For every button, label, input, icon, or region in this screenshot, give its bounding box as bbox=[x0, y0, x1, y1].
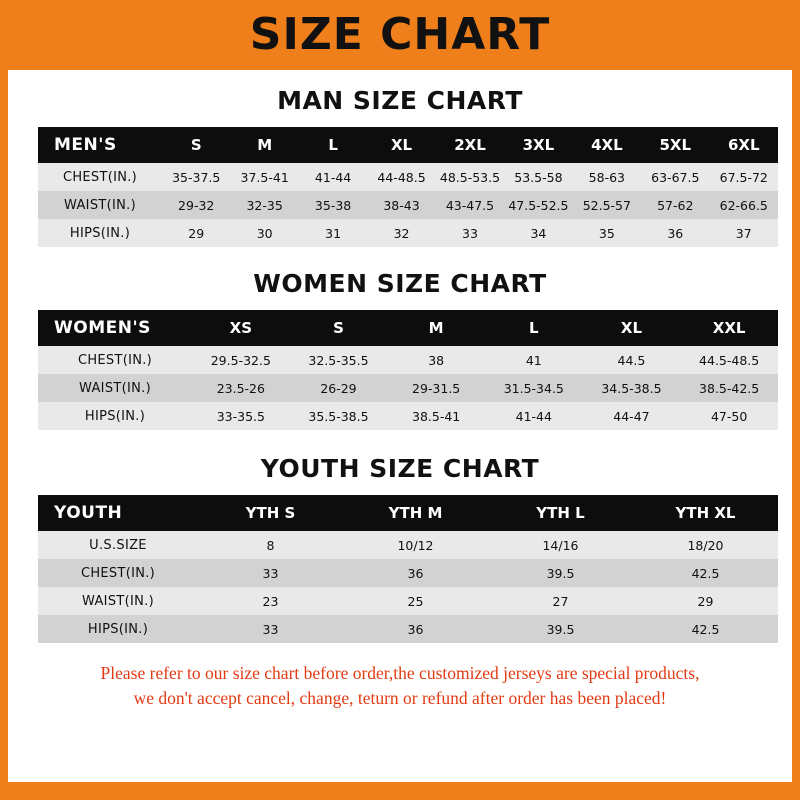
table-row bbox=[38, 402, 778, 430]
bottom-bar bbox=[0, 782, 800, 800]
women-row-0-cell-2: 38 bbox=[387, 346, 485, 374]
youth-size-table bbox=[38, 495, 778, 643]
women-row-2-cell-1: 35.5-38.5 bbox=[290, 402, 388, 430]
men-row-2-cell-2: 31 bbox=[299, 219, 367, 247]
table-row bbox=[38, 374, 778, 402]
youth-header-3: YTH L bbox=[488, 495, 633, 531]
men-row-2-cell-5: 34 bbox=[504, 219, 572, 247]
men-row-1-cell-1: 32-35 bbox=[230, 191, 298, 219]
men-header-5: 2XL bbox=[436, 127, 504, 163]
women-row-2-cell-0: 33-35.5 bbox=[192, 402, 290, 430]
men-size-table bbox=[38, 127, 778, 247]
men-row-0-cell-0: 35-37.5 bbox=[162, 163, 230, 191]
women-row-2-cell-4: 44-47 bbox=[583, 402, 681, 430]
men-row-1-cell-6: 52.5-57 bbox=[573, 191, 641, 219]
women-row-0-cell-1: 32.5-35.5 bbox=[290, 346, 388, 374]
youth-row-1-label: CHEST(IN.) bbox=[38, 559, 198, 587]
banner bbox=[0, 0, 800, 70]
men-row-1-label: WAIST(IN.) bbox=[38, 191, 162, 219]
youth-row-2-cell-2: 27 bbox=[488, 587, 633, 615]
youth-header-2: YTH M bbox=[343, 495, 488, 531]
men-header-2: M bbox=[230, 127, 298, 163]
men-row-2-cell-1: 30 bbox=[230, 219, 298, 247]
youth-row-0-cell-3: 18/20 bbox=[633, 531, 778, 559]
youth-row-3-cell-3: 42.5 bbox=[633, 615, 778, 643]
youth-row-2-cell-3: 29 bbox=[633, 587, 778, 615]
youth-row-0-label: U.S.SIZE bbox=[38, 531, 198, 559]
men-header-0: MEN'S bbox=[38, 127, 162, 163]
youth-row-2-label: WAIST(IN.) bbox=[38, 587, 198, 615]
women-header-1: XS bbox=[192, 310, 290, 346]
men-row-2-cell-6: 35 bbox=[573, 219, 641, 247]
women-section-title: WOMEN SIZE CHART bbox=[253, 269, 547, 298]
women-row-2-cell-5: 47-50 bbox=[680, 402, 778, 430]
footer-note-line-2: we don't accept cancel, change, teturn or refund after order has been placed! bbox=[133, 688, 667, 709]
youth-row-1-cell-3: 42.5 bbox=[633, 559, 778, 587]
men-row-0-cell-6: 58-63 bbox=[573, 163, 641, 191]
men-row-1-cell-3: 38-43 bbox=[367, 191, 435, 219]
youth-section bbox=[8, 454, 792, 643]
women-row-1-cell-4: 34.5-38.5 bbox=[583, 374, 681, 402]
women-header-2: S bbox=[290, 310, 388, 346]
youth-row-0-cell-0: 8 bbox=[198, 531, 343, 559]
men-row-2-cell-3: 32 bbox=[367, 219, 435, 247]
men-row-1-cell-8: 62-66.5 bbox=[710, 191, 779, 219]
women-header-5: XL bbox=[583, 310, 681, 346]
table-row bbox=[38, 191, 778, 219]
men-row-2-cell-4: 33 bbox=[436, 219, 504, 247]
footer-note-line-1: Please refer to our size chart before order,the customized jerseys are special products, bbox=[100, 663, 700, 683]
women-row-2-label: HIPS(IN.) bbox=[38, 402, 192, 430]
youth-row-1-cell-1: 36 bbox=[343, 559, 488, 587]
men-row-0-label: CHEST(IN.) bbox=[38, 163, 162, 191]
page-title: SIZE CHART bbox=[249, 9, 551, 60]
men-section-title: MAN SIZE CHART bbox=[277, 86, 523, 115]
table-header-row bbox=[38, 495, 778, 531]
youth-row-0-cell-2: 14/16 bbox=[488, 531, 633, 559]
women-header-0: WOMEN'S bbox=[38, 310, 192, 346]
youth-row-2-cell-1: 25 bbox=[343, 587, 488, 615]
men-row-0-cell-3: 44-48.5 bbox=[367, 163, 435, 191]
women-section bbox=[8, 269, 792, 430]
footer-note bbox=[8, 661, 792, 712]
youth-section-title: YOUTH SIZE CHART bbox=[260, 454, 540, 483]
women-row-1-label: WAIST(IN.) bbox=[38, 374, 192, 402]
men-row-1-cell-2: 35-38 bbox=[299, 191, 367, 219]
women-row-0-label: CHEST(IN.) bbox=[38, 346, 192, 374]
youth-row-3-label: HIPS(IN.) bbox=[38, 615, 198, 643]
table-row bbox=[38, 587, 778, 615]
table-row bbox=[38, 531, 778, 559]
table-row bbox=[38, 615, 778, 643]
women-header-6: XXL bbox=[680, 310, 778, 346]
men-header-4: XL bbox=[367, 127, 435, 163]
youth-row-1-cell-2: 39.5 bbox=[488, 559, 633, 587]
women-row-2-cell-3: 41-44 bbox=[485, 402, 583, 430]
table-row bbox=[38, 219, 778, 247]
men-row-2-cell-7: 36 bbox=[641, 219, 709, 247]
women-row-0-cell-3: 41 bbox=[485, 346, 583, 374]
youth-row-1-cell-0: 33 bbox=[198, 559, 343, 587]
youth-row-3-cell-0: 33 bbox=[198, 615, 343, 643]
table-row bbox=[38, 559, 778, 587]
men-row-0-cell-5: 53.5-58 bbox=[504, 163, 572, 191]
women-row-1-cell-1: 26-29 bbox=[290, 374, 388, 402]
men-row-2-label: HIPS(IN.) bbox=[38, 219, 162, 247]
men-header-1: S bbox=[162, 127, 230, 163]
youth-row-3-cell-2: 39.5 bbox=[488, 615, 633, 643]
men-row-2-cell-8: 37 bbox=[710, 219, 779, 247]
men-row-2-cell-0: 29 bbox=[162, 219, 230, 247]
men-row-0-cell-8: 67.5-72 bbox=[710, 163, 779, 191]
women-row-1-cell-2: 29-31.5 bbox=[387, 374, 485, 402]
men-header-9: 6XL bbox=[710, 127, 779, 163]
youth-row-0-cell-1: 10/12 bbox=[343, 531, 488, 559]
women-header-3: M bbox=[387, 310, 485, 346]
youth-header-0: YOUTH bbox=[38, 495, 198, 531]
men-header-6: 3XL bbox=[504, 127, 572, 163]
women-row-0-cell-5: 44.5-48.5 bbox=[680, 346, 778, 374]
women-row-1-cell-3: 31.5-34.5 bbox=[485, 374, 583, 402]
women-row-1-cell-0: 23.5-26 bbox=[192, 374, 290, 402]
women-row-0-cell-0: 29.5-32.5 bbox=[192, 346, 290, 374]
youth-header-1: YTH S bbox=[198, 495, 343, 531]
men-row-0-cell-7: 63-67.5 bbox=[641, 163, 709, 191]
men-row-0-cell-4: 48.5-53.5 bbox=[436, 163, 504, 191]
women-row-2-cell-2: 38.5-41 bbox=[387, 402, 485, 430]
youth-row-3-cell-1: 36 bbox=[343, 615, 488, 643]
men-row-0-cell-1: 37.5-41 bbox=[230, 163, 298, 191]
women-row-1-cell-5: 38.5-42.5 bbox=[680, 374, 778, 402]
men-section bbox=[8, 86, 792, 247]
men-row-0-cell-2: 41-44 bbox=[299, 163, 367, 191]
youth-row-2-cell-0: 23 bbox=[198, 587, 343, 615]
women-size-table bbox=[38, 310, 778, 430]
women-header-4: L bbox=[485, 310, 583, 346]
table-header-row bbox=[38, 127, 778, 163]
men-header-3: L bbox=[299, 127, 367, 163]
men-header-7: 4XL bbox=[573, 127, 641, 163]
table-header-row bbox=[38, 310, 778, 346]
women-row-0-cell-4: 44.5 bbox=[583, 346, 681, 374]
table-row bbox=[38, 163, 778, 191]
men-row-1-cell-5: 47.5-52.5 bbox=[504, 191, 572, 219]
youth-header-4: YTH XL bbox=[633, 495, 778, 531]
table-row bbox=[38, 346, 778, 374]
men-row-1-cell-7: 57-62 bbox=[641, 191, 709, 219]
men-row-1-cell-4: 43-47.5 bbox=[436, 191, 504, 219]
men-row-1-cell-0: 29-32 bbox=[162, 191, 230, 219]
men-header-8: 5XL bbox=[641, 127, 709, 163]
